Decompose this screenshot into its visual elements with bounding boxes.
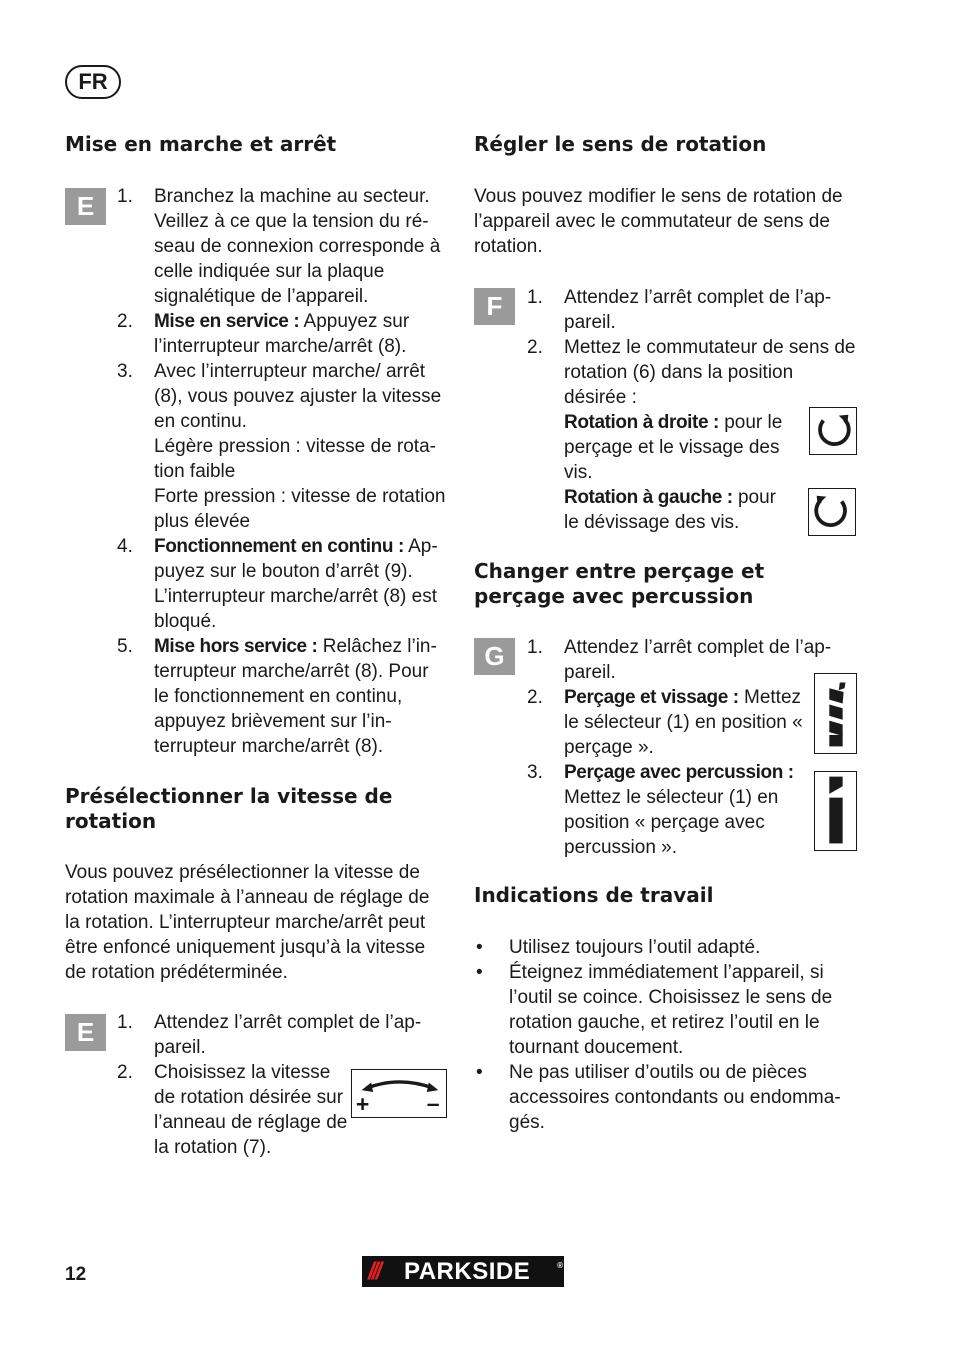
- logo-slashes: ///: [368, 1258, 380, 1285]
- rotation-left-option: Rotation à gauche : pour le dévissage des vis.: [564, 487, 777, 533]
- list-item: 2. Mise en service : Appuyez sur l’interrupteur marche/arrêt (8).: [117, 311, 410, 357]
- counterclockwise-rotation-icon: [808, 488, 856, 536]
- list-item: 4. Fonctionnement en continu : Appuyez sur le bouton d’arrêt (9). L’interrupteur marche/arrêt (8) est bloqué.: [117, 536, 438, 632]
- clockwise-rotation-icon: [809, 407, 857, 455]
- speed-dial-icon: [351, 1069, 447, 1118]
- drill-mode-steps: [474, 635, 856, 860]
- section-title-speed-preselect: Présélectionner la vitesse de rotation: [65, 784, 393, 833]
- logo-registered-mark: ®: [557, 1261, 563, 1270]
- language-badge: FR: [65, 65, 121, 99]
- list-item: 1. Attendez l’arrêt complet de l’appareil.: [117, 1012, 422, 1058]
- rotation-intro-paragraph: Vous pouvez modifier le sens de rotation de l’appareil avec le commutateur de sens de rotation.: [474, 186, 843, 257]
- list-item: 1. Attendez l’arrêt complet de l’appareil.: [527, 287, 832, 333]
- rotation-right-option: Rotation à droite : pour le perçage et le vissage des vis.: [564, 412, 783, 483]
- section-title-work-tips: Indications de travail: [474, 883, 714, 907]
- step-marker-g: G: [474, 638, 515, 675]
- list-item: • Éteignez immédiatement l’appareil, si l’outil se coince. Choisissez le sens de rotation gauche, et retirez l’outil en le tournant doucement.: [476, 962, 833, 1058]
- logo-brand-name: PARKSIDE: [404, 1258, 531, 1285]
- list-item: 3. Avec l’interrupteur marche/ arrêt (8), vous pouvez ajuster la vitesse en continu. Légère pression : vitesse de rotation faible Forte pression : vitesse de rotation plus élevée: [117, 361, 446, 532]
- step-marker-e-2: E: [65, 1014, 106, 1051]
- section-title-drill-mode: Changer entre perçage et perçage avec percussion: [474, 559, 765, 608]
- speed-intro-paragraph: Vous pouvez présélectionner la vitesse de rotation maximale à l’anneau de réglage de la rotation. L’interrupteur marche/arrêt peut être enfoncé uniquement jusqu’à la vitesse de rotation prédéterminée.: [65, 862, 430, 983]
- list-item: 1. Branchez la machine au secteur. Veillez à ce que la tension du réseau de connexion corresponde à celle indiquée sur la plaque signalétique de l’appareil.: [117, 186, 441, 307]
- step-marker-e: E: [65, 188, 106, 225]
- list-item: 2. Choisissez la vitesse de rotation désirée sur l’anneau de réglage de la rotation (7).: [117, 1062, 348, 1158]
- list-item: • Ne pas utiliser d’outils ou de pièces accessoires contondants ou endommagés.: [476, 1062, 841, 1133]
- list-item: 5. Mise hors service : Relâchez l’interrupteur marche/arrêt (8). Pour le fonctionnement en continu, appuyez brièvement sur l’interrupteur marche/arrêt (8).: [117, 636, 437, 757]
- list-item: 3. Perçage avec percussion : Mettez le sélecteur (1) en position « perçage avec percussion ».: [527, 762, 794, 858]
- parkside-logo: [362, 1256, 564, 1287]
- section-title-switching: Mise en marche et arrêt: [65, 132, 337, 156]
- hammer-drill-mode-icon: [814, 771, 857, 851]
- rotation-steps: [474, 285, 856, 410]
- work-tips-list: [474, 935, 854, 1135]
- drill-mode-icon: [814, 673, 857, 754]
- list-item: 2. Mettez le commutateur de sens de rotation (6) dans la position désirée :: [527, 337, 856, 408]
- list-item: • Utilisez toujours l’outil adapté.: [476, 937, 761, 958]
- step-marker-f: F: [474, 288, 515, 325]
- switching-steps: [65, 184, 447, 759]
- list-item: 1. Attendez l’arrêt complet de l’appareil.: [527, 637, 832, 683]
- list-item: 2. Perçage et vissage : Mettez le sélecteur (1) en position « perçage ».: [527, 687, 803, 758]
- section-title-rotation-direction: Régler le sens de rotation: [474, 132, 767, 156]
- page-number: 12: [65, 1264, 87, 1285]
- svg-text:+: +: [355, 1091, 370, 1117]
- svg-text:–: –: [426, 1090, 440, 1117]
